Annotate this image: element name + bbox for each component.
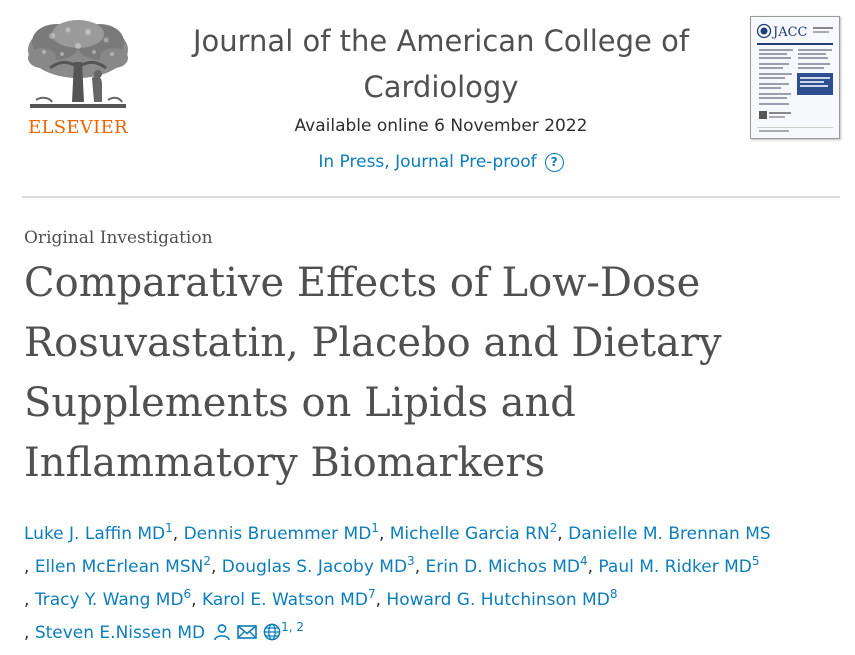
author-line <box>24 551 844 584</box>
author-link[interactable] <box>568 524 771 544</box>
globe-icon[interactable] <box>263 623 281 641</box>
author-link[interactable] <box>183 521 379 544</box>
header-divider <box>22 196 840 198</box>
author-separator: , <box>24 557 30 577</box>
journal-title-line: Journal of the American College of <box>192 24 690 58</box>
author-affiliation: 2 <box>549 521 558 535</box>
author-name: Douglas S. Jacoby MD <box>221 557 408 577</box>
author-affiliation: 1, 2 <box>281 620 305 634</box>
author-name: Dennis Bruemmer MD <box>183 524 372 544</box>
article-status-label: In Press, Journal Pre-proof <box>318 152 537 172</box>
author-name: Michelle Garcia RN <box>389 524 550 544</box>
author-separator: , <box>587 557 594 577</box>
author-link[interactable] <box>386 587 618 610</box>
publisher-name: ELSEVIER <box>28 117 128 138</box>
availability-date: Available online 6 November 2022 <box>294 116 588 136</box>
author-link[interactable] <box>598 554 760 577</box>
journal-title-line: Cardiology <box>363 70 519 104</box>
author-link[interactable] <box>34 620 305 643</box>
author-separator: , <box>557 524 563 544</box>
author-list <box>24 518 844 650</box>
author-affiliation: 4 <box>579 554 588 568</box>
journal-cover-thumbnail[interactable] <box>750 16 840 139</box>
article-status-link[interactable] <box>318 150 563 174</box>
author-name: Steven E.Nissen MD <box>34 623 206 643</box>
author-link[interactable] <box>221 554 415 577</box>
publisher-logo[interactable] <box>22 16 134 140</box>
article-title-line: Rosuvastatin, Placebo and Dietary <box>24 320 722 366</box>
author-link[interactable] <box>201 587 376 610</box>
author-affiliation: 5 <box>751 554 760 568</box>
author-line <box>24 617 844 650</box>
author-separator: , <box>24 623 30 643</box>
author-link[interactable] <box>389 521 558 544</box>
author-affiliation: 1 <box>371 521 379 535</box>
person-icon[interactable] <box>213 623 231 641</box>
author-name: Karol E. Watson MD <box>201 590 368 610</box>
author-line <box>24 518 844 551</box>
author-name: Ellen McErlean MSN <box>34 557 204 577</box>
author-affiliation: 1 <box>165 521 173 535</box>
article-title-line: Inflammatory Biomarkers <box>24 440 546 486</box>
author-affiliation: 8 <box>609 587 618 601</box>
envelope-icon[interactable] <box>237 624 257 640</box>
author-affiliation: 2 <box>203 554 211 568</box>
author-separator: , <box>210 557 217 577</box>
help-icon[interactable]: ? <box>545 153 564 172</box>
author-affiliation: 7 <box>367 587 376 601</box>
author-name: Erin D. Michos MD <box>425 557 580 577</box>
author-affiliation: 6 <box>183 587 192 601</box>
author-separator: , <box>191 590 197 610</box>
cover-label: JACC <box>773 25 808 40</box>
article-title <box>24 253 824 493</box>
author-line <box>24 584 844 617</box>
author-separator: , <box>172 524 179 544</box>
author-link[interactable] <box>34 554 211 577</box>
tree-logo-icon <box>22 16 134 114</box>
author-name: Howard G. Hutchinson MD <box>386 590 610 610</box>
author-link[interactable] <box>425 554 588 577</box>
author-name: Luke J. Laffin MD <box>24 524 166 544</box>
author-link[interactable] <box>24 521 173 544</box>
author-name: Paul M. Ridker MD <box>598 557 752 577</box>
article-title-line: Comparative Effects of Low-Dose <box>24 260 701 306</box>
author-contact-icons <box>213 623 281 641</box>
author-separator: , <box>24 590 30 610</box>
article-type: Original Investigation <box>24 228 213 248</box>
author-name: Tracy Y. Wang MD <box>34 590 184 610</box>
journal-header <box>150 18 732 174</box>
article-title-line: Supplements on Lipids and <box>24 380 576 426</box>
author-separator: , <box>375 590 381 610</box>
author-affiliation: 3 <box>407 554 415 568</box>
author-link[interactable] <box>34 587 192 610</box>
journal-title[interactable] <box>150 18 732 110</box>
author-name: Danielle M. Brennan MS <box>568 524 771 544</box>
author-separator: , <box>378 524 385 544</box>
author-separator: , <box>414 557 421 577</box>
